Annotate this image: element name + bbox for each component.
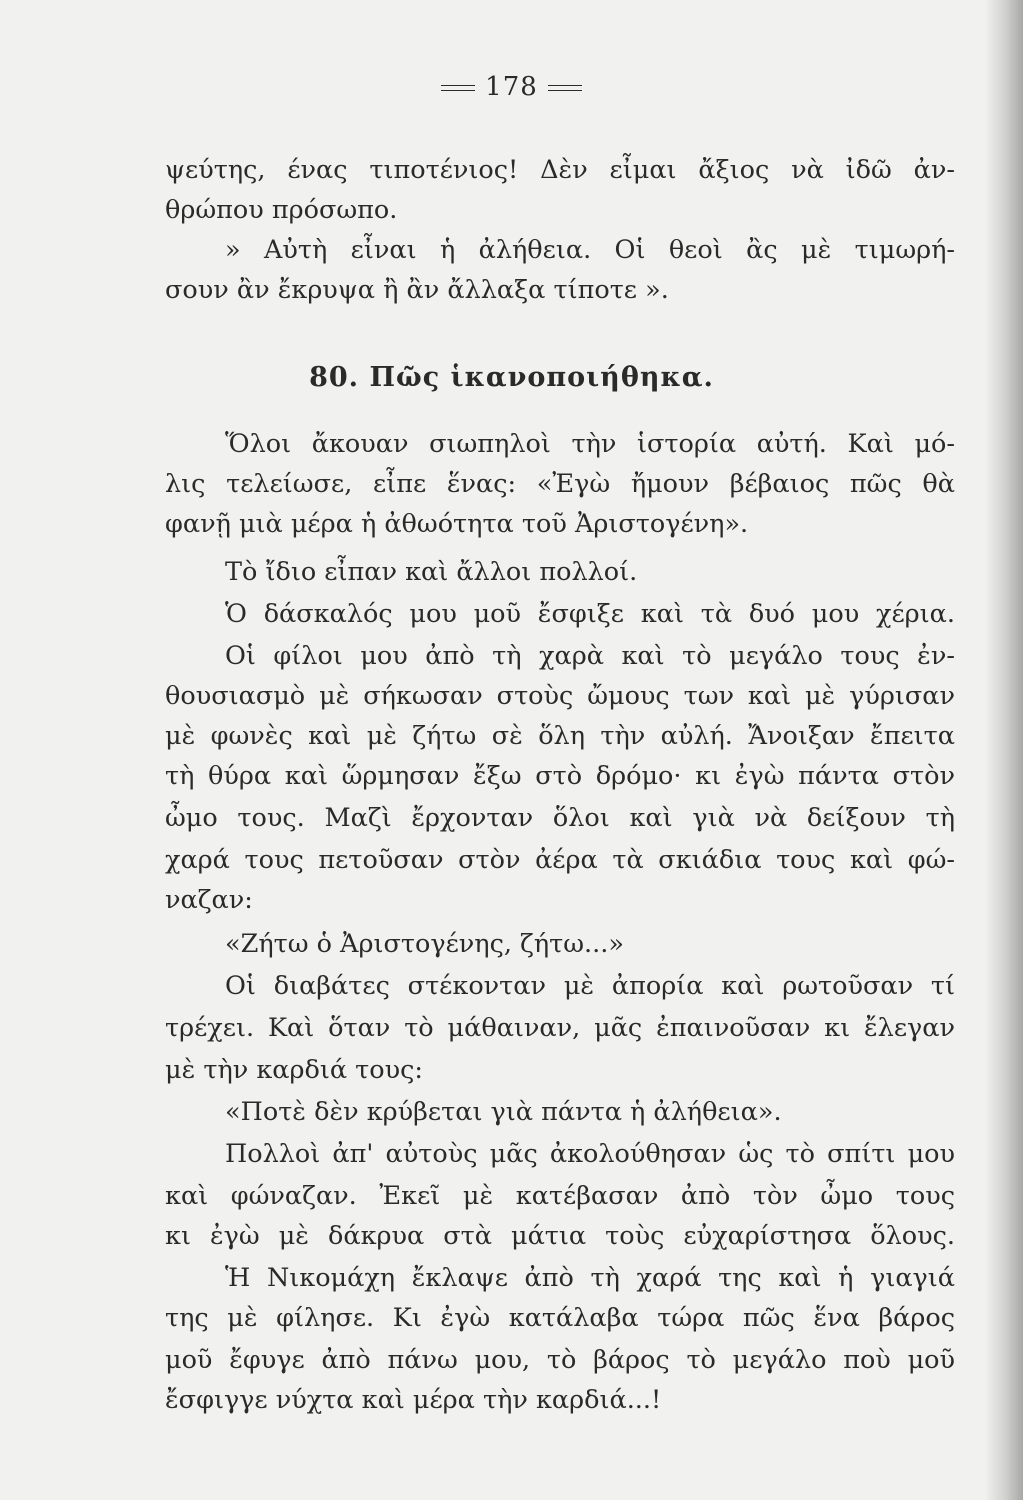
page-header (0, 72, 1023, 102)
text-line: ἔσφιγγε νύχτα καὶ μέρα τὴν καρδιά...! (165, 1385, 662, 1415)
text-line: μοῦ ἔφυγε ἀπὸ πάνω μου, τὸ βάρος τὸ μεγάλο ποὺ μοῦ (165, 1345, 955, 1375)
text-line: Οἱ διαβάτες στέκονταν μὲ ἀπορία καὶ ρωτοῦσαν τί (225, 971, 955, 1001)
text-line: σουν ἂν ἔκρυψα ἢ ἂν ἄλλαξα τίποτε ». (165, 275, 669, 305)
text-line: μὲ τὴν καρδιά τους: (165, 1055, 424, 1085)
header-rule-left (441, 85, 475, 91)
text-line: καὶ φώναζαν. Ἐκεῖ μὲ κατέβασαν ἀπὸ τὸν ὦμο τους (165, 1181, 955, 1211)
text-line: ναζαν: (165, 885, 253, 915)
text-line: κι ἐγὼ μὲ δάκρυα στὰ μάτια τοὺς εὐχαρίστησα ὅλους. (165, 1221, 955, 1251)
text-line: Πολλοὶ ἀπ' αὐτοὺς μᾶς ἀκολούθησαν ὡς τὸ σπίτι μου (225, 1139, 955, 1169)
text-line: Οἱ φίλοι μου ἀπὸ τὴ χαρὰ καὶ τὸ μεγάλο τους ἐν- (225, 641, 955, 671)
section-heading: 80. Πῶς ἱκανοποιήθηκα. (309, 362, 714, 393)
text-line: Ὅλοι ἄκουαν σιωπηλοὶ τὴν ἱστορία αὐτή. Καὶ μό- (225, 429, 955, 459)
page-number: 178 (485, 72, 538, 102)
text-line: «Ζήτω ὁ Ἀριστογένης, ζήτω...» (225, 929, 624, 959)
text-line: Ἡ Νικομάχη ἔκλαψε ἀπὸ τὴ χαρά της καὶ ἡ γιαγιά (225, 1263, 955, 1293)
text-line: τρέχει. Καὶ ὅταν τὸ μάθαιναν, μᾶς ἐπαινοῦσαν κι ἔλεγαν (165, 1013, 955, 1043)
text-line: Ὁ δάσκαλός μου μοῦ ἔσφιξε καὶ τὰ δυό μου χέρια. (225, 599, 955, 629)
text-line: χαρά τους πετοῦσαν στὸν ἀέρα τὰ σκιάδια τους καὶ φώ- (165, 845, 955, 875)
text-line: ὦμο τους. Μαζὶ ἔρχονταν ὅλοι καὶ γιὰ νὰ δείξουν τὴ (165, 803, 955, 833)
text-line: ψεύτης, ένας τιποτένιος! Δὲν εἶμαι ἄξιος νὰ ἰδῶ ἀν- (165, 155, 955, 185)
text-line: μὲ φωνὲς καὶ μὲ ζήτω σὲ ὅλη τὴν αὐλή. Ἄνοιξαν ἔπειτα (165, 721, 955, 751)
text-line: φανῇ μιὰ μέρα ἡ ἀθωότητα τοῦ Ἀριστογένη». (165, 509, 749, 539)
text-line: θρώπου πρόσωπο. (165, 195, 398, 225)
text-line: θουσιασμὸ μὲ σήκωσαν στοὺς ὤμους των καὶ μὲ γύρισαν (165, 681, 955, 711)
text-line: » Αὐτὴ εἶναι ἡ ἀλήθεια. Οἱ θεοὶ ἂς μὲ τιμωρή- (225, 235, 955, 265)
header-rule-right (548, 85, 582, 91)
text-line: «Ποτὲ δὲν κρύβεται γιὰ πάντα ἡ ἀλήθεια». (225, 1097, 782, 1127)
text-line: τὴ θύρα καὶ ὥρμησαν ἔξω στὸ δρόμο· κι ἐγὼ πάντα στὸν (165, 761, 955, 791)
text-line: της μὲ φίλησε. Κι ἐγὼ κατάλαβα τώρα πῶς ἕνα βάρος (165, 1303, 955, 1333)
text-line: λις τελείωσε, εἶπε ἕνας: «Ἐγὼ ἤμουν βέβαιος πῶς θὰ (165, 469, 955, 499)
text-line: Τὸ ἴδιο εἶπαν καὶ ἄλλοι πολλοί. (225, 557, 638, 587)
page-gutter-shadow (985, 0, 1023, 1500)
